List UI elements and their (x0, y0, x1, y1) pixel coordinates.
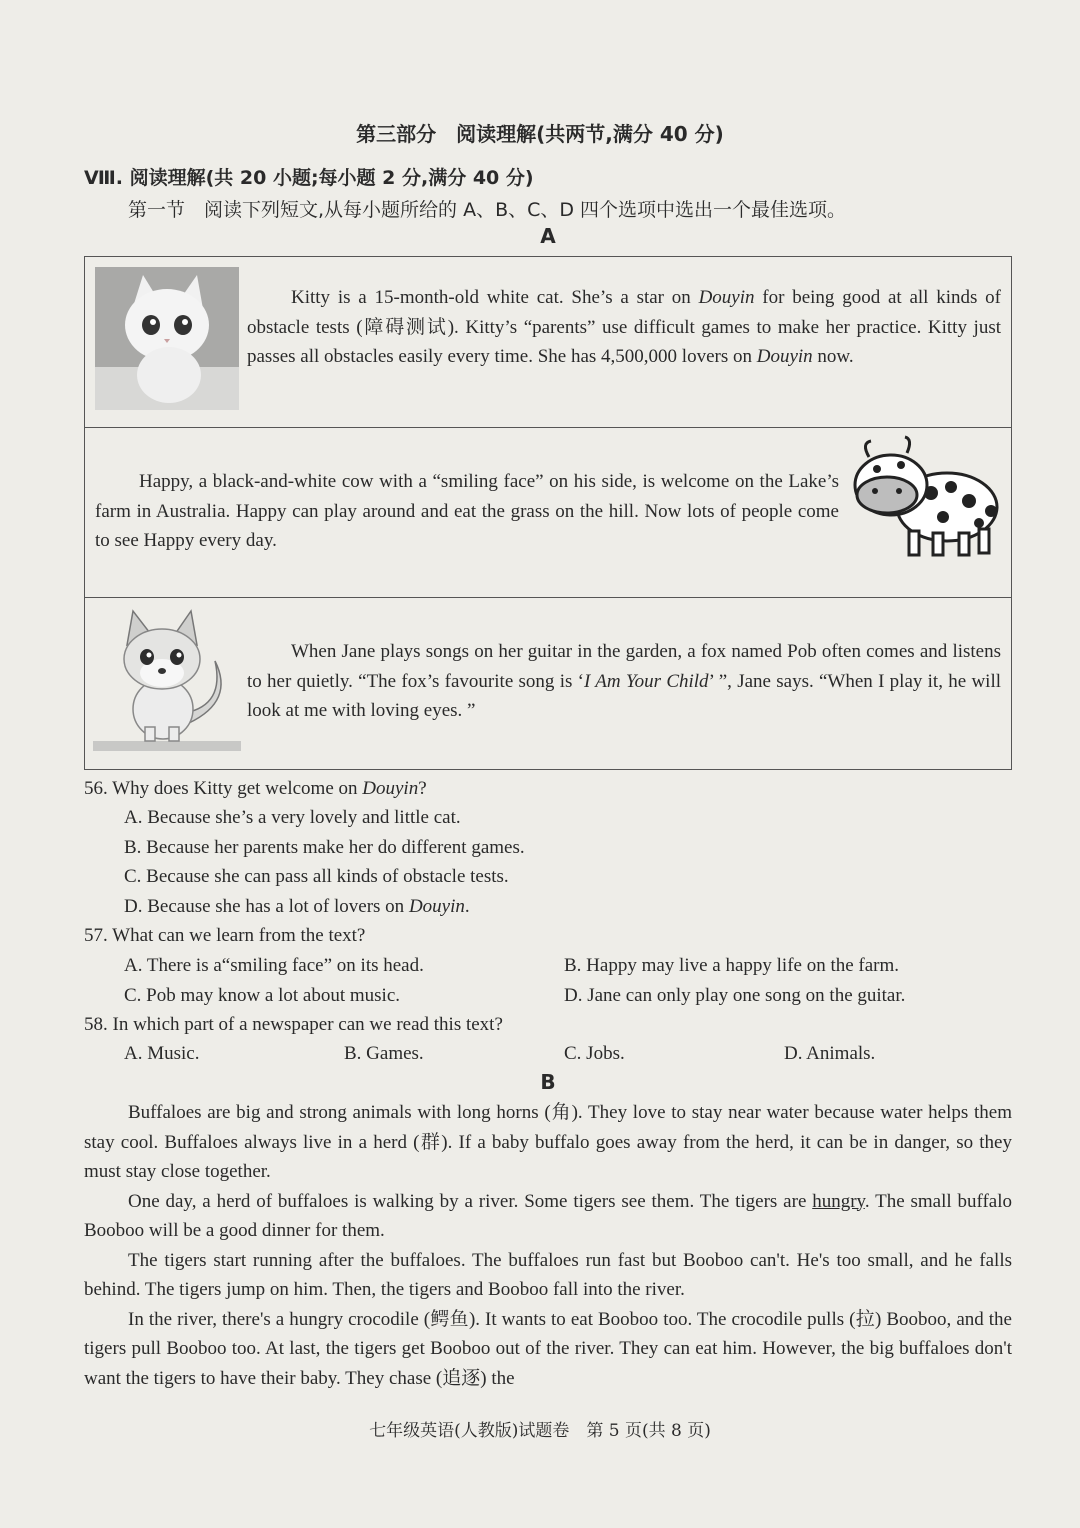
question-57-option-d[interactable]: D. Jane can only play one song on the guitar. (564, 985, 906, 1006)
question-58-option-d[interactable]: D. Animals. (784, 1043, 876, 1064)
passage-b-paragraph-1: Buffaloes are big and strong animals with long horns (角). They love to stay near water because water helps them stay cool. Buffaloes always live in a herd (群). If a baby buffalo goes away from the herd, it can be in danger, so they must stay close together. (84, 1102, 1012, 1182)
passage-b-letter: B (540, 1070, 556, 1094)
question-58-stem: 58. In which part of a newspaper can we read this text? (84, 1014, 503, 1035)
happy-paragraph: Happy, a black-and-white cow with a “smiling face” on his side, is welcome on the Lake’s farm in Australia. Happy can play around and eat the grass on the hill. Now lots of people come to see Happy every day. (95, 471, 839, 551)
question-56-option-d[interactable]: D. Because she has a lot of lovers on Douyin. (124, 896, 470, 917)
question-57-option-a[interactable]: A. There is a“smiling face” on its head. (124, 955, 424, 976)
passage-b-paragraph-2: One day, a herd of buffaloes is walking by a river. Some tigers see them. The tigers are hungry. The small buffalo Booboo will be a good dinner for them. (84, 1190, 1013, 1241)
passage-b-body (84, 1098, 1012, 1393)
happy-panel (84, 427, 1012, 598)
passage-b-paragraph-4: In the river, there's a hungry crocodile (鳄鱼). It wants to eat Booboo too. The crocodile pulls (拉) Booboo, and the tigers pull Booboo too. At last, the tigers get Booboo out of the river. They can eat him. However, the big buffaloes don't want the tigers to have their baby. They chase (追逐) the (84, 1308, 1012, 1389)
page-footer: 七年级英语(人教版)试题卷 第 5 页(共 8 页) (369, 1421, 711, 1441)
question-56-option-a[interactable]: A. Because she’s a very lovely and little cat. (124, 807, 461, 828)
instruction-text: 第一节 阅读下列短文,从每小题所给的 A、B、C、D 四个选项中选出一个最佳选项。 (128, 199, 847, 221)
jane-paragraph: When Jane plays songs on her guitar in the garden, a fox named Pob often comes and listens to her quietly. “The fox’s favourite song is ‘I Am Your Child’ ”, Jane says. “When I play it, he will look at me with loving eyes. ” (247, 641, 1001, 721)
fox-image (93, 605, 241, 753)
passage-a-letter: A (540, 224, 556, 248)
question-58-option-b[interactable]: B. Games. (344, 1043, 424, 1064)
part-title: 第三部分 阅读理解(共两节,满分 40 分) (356, 122, 724, 146)
question-56-option-b[interactable]: B. Because her parents make her do different games. (124, 837, 525, 858)
passage-b-paragraph-3: The tigers start running after the buffaloes. The buffaloes run fast but Booboo can't. He's too small, and he falls behind. The tigers jump on him. Then, the tigers and Booboo fall into the river. (84, 1249, 1012, 1300)
question-56-stem: 56. Why does Kitty get welcome on Douyin? (84, 778, 427, 799)
kitty-cat-image (95, 267, 239, 410)
question-58-option-a[interactable]: A. Music. (124, 1043, 200, 1064)
jane-panel (84, 597, 1012, 770)
cow-image (847, 435, 1007, 565)
question-57-option-b[interactable]: B. Happy may live a happy life on the farm. (564, 955, 900, 976)
kitty-paragraph: Kitty is a 15-month-old white cat. She’s a star on Douyin for being good at all kinds of obstacle tests (障碍测试). Kitty’s “parents” use difficult games to make her practice. Kitty just passes all obstacles easily every time. She has 4,500,000 lovers on Douyin now. (247, 287, 1001, 367)
section-heading: Ⅷ. 阅读理解(共 20 小题;每小题 2 分,满分 40 分) (84, 167, 534, 189)
question-57-stem: 57. What can we learn from the text? (84, 925, 366, 946)
question-57-option-c[interactable]: C. Pob may know a lot about music. (124, 985, 401, 1006)
question-56-option-c[interactable]: C. Because she can pass all kinds of obstacle tests. (124, 866, 509, 887)
question-58-option-c[interactable]: C. Jobs. (564, 1043, 625, 1064)
kitty-panel (84, 256, 1012, 428)
underlined-word-hungry: hungry (812, 1190, 865, 1212)
